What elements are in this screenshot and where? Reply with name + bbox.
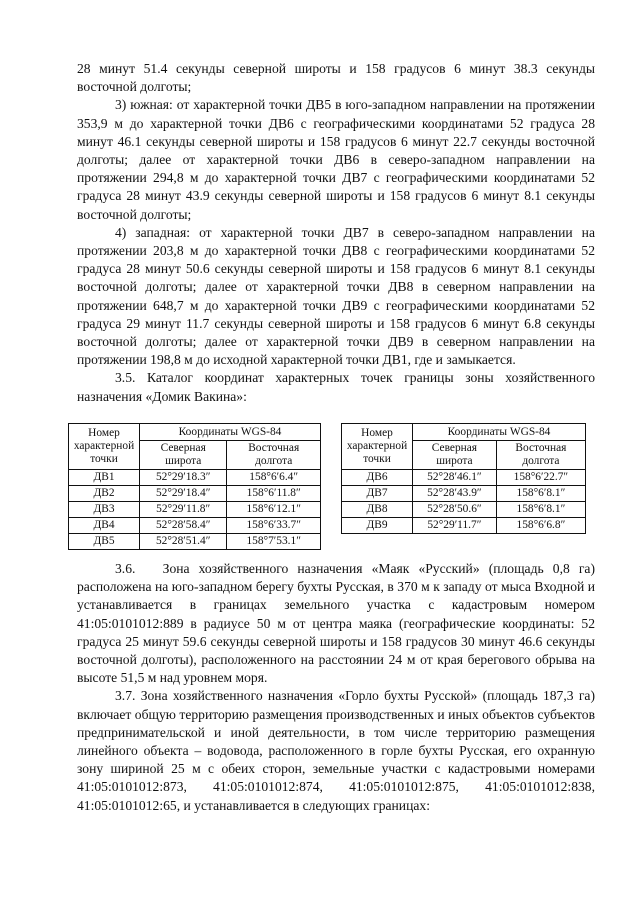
cell-longitude: 158°6′8.1″ [496, 502, 585, 518]
cell-point: ДВ3 [69, 502, 140, 518]
cell-longitude: 158°6′6.4″ [227, 470, 321, 486]
cell-longitude: 158°7′53.1″ [227, 534, 321, 550]
header-coordinates: Координаты WGS-84 [413, 424, 586, 441]
cell-latitude: 52°28′58.4″ [140, 518, 227, 534]
table-row [69, 502, 321, 518]
header-coordinates: Координаты WGS-84 [140, 424, 321, 441]
paragraph-zone-3-6: 3.6. Зона хозяйственного назначения «Маяк «Русский» (площадь 0,8 га) расположена на юго-западном берегу бухты Русская, в 370 м к западу от мыса Входной и устанавливается в границах земельного участка с кадастровым номером 41:05:0101012:889 в радиусе 50 м от центра маяка (географические координаты: 52 градуса 25 минут 59.6 секунды северной широты и 158 градусов 30 минут 46.6 секунды восточной долготы), расположенного на расстоянии 24 м от края берегового обрыва на высоте 51,5 м над уровнем моря. [77, 561, 595, 686]
header-latitude: Северная широта [413, 441, 497, 470]
cell-point: ДВ2 [69, 486, 140, 502]
cell-point: ДВ4 [69, 518, 140, 534]
table-row [342, 486, 586, 502]
cell-latitude: 52°28′43.9″ [413, 486, 497, 502]
cell-latitude: 52°28′51.4″ [140, 534, 227, 550]
header-longitude: Восточная долгота [227, 441, 321, 470]
cell-point: ДВ7 [342, 486, 413, 502]
cell-longitude: 158°6′8.1″ [496, 486, 585, 502]
cell-latitude: 52°29′18.3″ [140, 470, 227, 486]
cell-longitude: 158°6′11.8″ [227, 486, 321, 502]
cell-longitude: 158°6′6.8″ [496, 518, 585, 534]
header-point-number: Номер характерной точки [342, 424, 413, 470]
coordinates-table-left [68, 423, 321, 550]
cell-latitude: 52°28′46.1″ [413, 470, 497, 486]
cell-latitude: 52°29′18.4″ [140, 486, 227, 502]
table-row [342, 518, 586, 534]
table-row [342, 502, 586, 518]
table-row [69, 486, 321, 502]
table-row [69, 518, 321, 534]
cell-longitude: 158°6′12.1″ [227, 502, 321, 518]
paragraph-south-boundary: 3) южная: от характерной точки ДВ5 в юго-западном направлении на протяжении 353,9 м до характерной точки ДВ6 с географическими координатами 52 градуса 28 минут 46.1 секунды северной широты и 158 градусов 6 минут 22.7 секунды восточной долготы; далее от характерной точки ДВ6 в северо-западном направлении на протяжении 294,8 м до характерной точки ДВ7 с географическими координатами 52 градуса 28 минут 43.9 секунды северной широты и 158 градусов 6 минут 8.1 секунды восточной долготы; [77, 97, 595, 222]
cell-latitude: 52°28′50.6″ [413, 502, 497, 518]
cell-point: ДВ6 [342, 470, 413, 486]
paragraph-zone-3-7: 3.7. Зона хозяйственного назначения «Горло бухты Русской» (площадь 187,3 га) включает общую территорию размещения производственных и иных объектов субъектов предпринимательской и иной деятельности, в том числе территорию размещения линейного объекта – водовода, расположенного в горле бухты Русская, его охранную зону шириной 25 м с обеих сторон, земельные участки с кадастровыми номерами 41:05:0101012:873, 41:05:0101012:874, 41:05:0101012:875, 41:05:0101012:838, 41:05:0101012:65, и устанавливается в следующих границах: [77, 688, 595, 813]
cell-point: ДВ5 [69, 534, 140, 550]
cell-latitude: 52°29′11.8″ [140, 502, 227, 518]
text-block-top [77, 60, 595, 406]
table-row [69, 534, 321, 550]
header-point-number: Номер характерной точки [69, 424, 140, 470]
paragraph-catalog-heading: 3.5. Каталог координат характерных точек границы зоны хозяйственного назначения «Домик Вакина»: [77, 370, 595, 404]
paragraph-continuation: 28 минут 51.4 секунды северной широты и 158 градусов 6 минут 38.3 секунды восточной долготы; [77, 61, 595, 95]
cell-point: ДВ8 [342, 502, 413, 518]
text-block-bottom [77, 560, 595, 815]
cell-point: ДВ1 [69, 470, 140, 486]
header-longitude: Восточная долгота [496, 441, 585, 470]
header-latitude: Северная широта [140, 441, 227, 470]
coordinates-table-right [341, 423, 586, 534]
cell-longitude: 158°6′22.7″ [496, 470, 585, 486]
table-row [69, 470, 321, 486]
table-row [342, 470, 586, 486]
cell-point: ДВ9 [342, 518, 413, 534]
cell-longitude: 158°6′33.7″ [227, 518, 321, 534]
cell-latitude: 52°29′11.7″ [413, 518, 497, 534]
paragraph-west-boundary: 4) западная: от характерной точки ДВ7 в северо-западном направлении на протяжении 203,8 м до характерной точки ДВ8 с географическими координатами 52 градуса 28 минут 50.6 секунды северной широты и 158 градусов 6 минут 8.1 секунды восточной долготы; далее от характерной точки ДВ8 в северном направлении на протяжении 648,7 м до характерной точки ДВ9 с географическими координатами 52 градуса 29 минут 11.7 секунды северной широты и 158 градусов 6 минут 6.8 секунды восточной долготы; далее от характерной точки ДВ9 в северном направлении на протяжении 198,8 м до исходной характерной точки ДВ1, где и замыкается. [77, 224, 595, 368]
